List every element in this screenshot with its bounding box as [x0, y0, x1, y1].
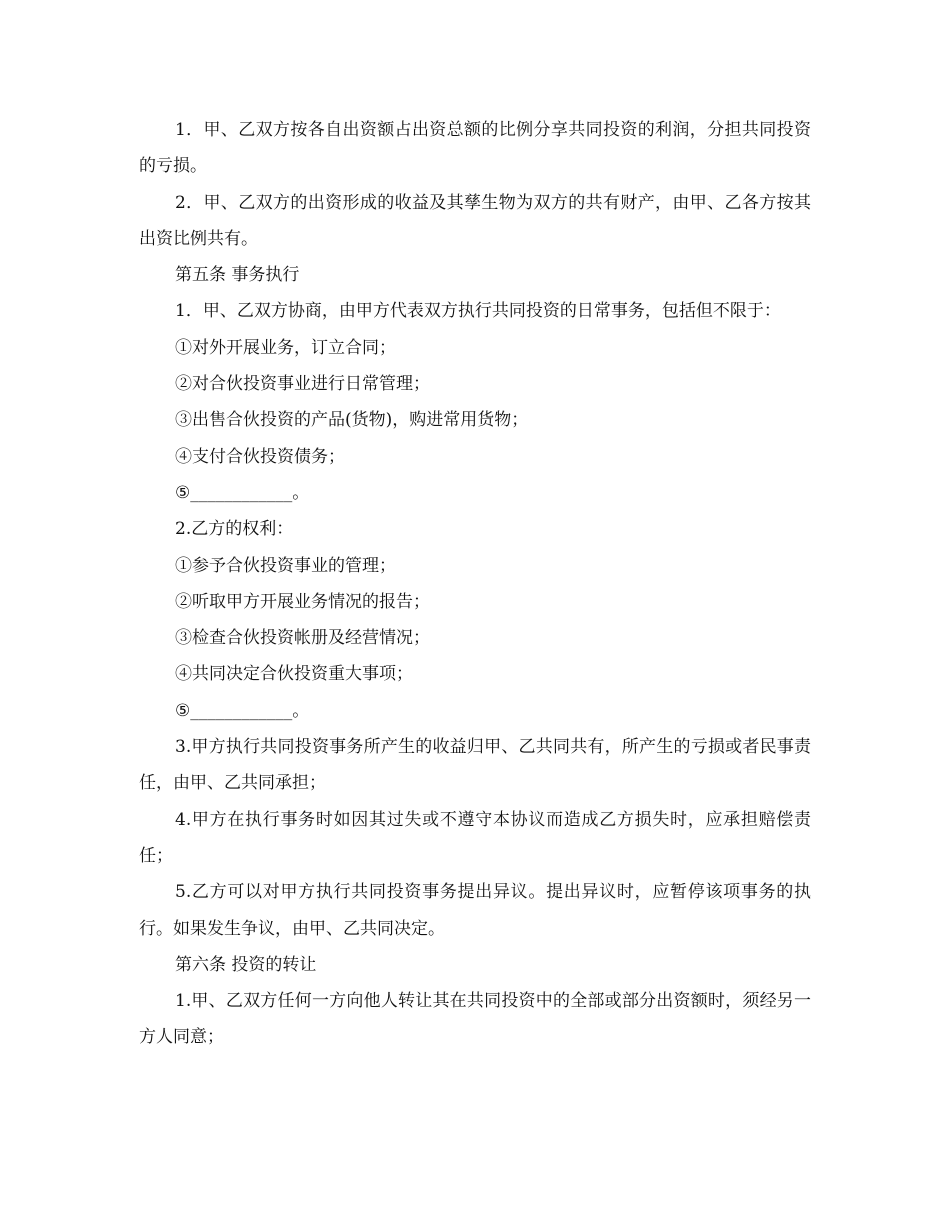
list-item: ②对合伙投资事业进行日常管理；	[175, 374, 430, 395]
list-item: ①参予合伙投资事业的管理；	[175, 555, 396, 576]
list-item: ③出售合伙投资的产品(货物)，购进常用货物；	[175, 410, 529, 431]
paragraph-8: 1.甲、乙双方任何一方向他人转让其在共同投资中的全部或部分出资额时，须经另一方人同意；	[139, 991, 811, 1048]
paragraph-3: 1．甲、乙双方协商，由甲方代表双方执行共同投资的日常事务，包括但不限于：	[175, 301, 781, 322]
list-item-blank: ⑤____________。	[175, 482, 310, 503]
document-body	[139, 112, 811, 1056]
list-item: ②听取甲方开展业务情况的报告；	[175, 591, 430, 612]
paragraph-2: 2．甲、乙双方的出资形成的收益及其孳生物为双方的共有财产，由甲、乙各方按其出资比例共有。	[139, 192, 811, 249]
section-heading-article-6: 第六条 投资的转让	[175, 954, 317, 975]
list-item: ④共同决定合伙投资重大事项；	[175, 664, 413, 685]
list-item-blank: ⑤____________。	[175, 700, 310, 721]
paragraph-6: 4.甲方在执行事务时如因其过失或不遵守本协议而造成乙方损失时，应承担赔偿责任；	[139, 809, 811, 866]
paragraph-1: 1．甲、乙双方按各自出资额占出资总额的比例分享共同投资的利润，分担共同投资的亏损。	[139, 120, 811, 177]
paragraph-5: 3.甲方执行共同投资事务所产生的收益归甲、乙共同共有，所产生的亏损或者民事责任，由甲、乙共同承担；	[139, 737, 811, 794]
list-item: ①对外开展业务，订立合同；	[175, 337, 396, 358]
section-heading-article-5: 第五条 事务执行	[175, 265, 300, 286]
paragraph-4: 2.乙方的权利：	[175, 519, 294, 540]
list-item: ④支付合伙投资债务；	[175, 446, 345, 467]
paragraph-7: 5.乙方可以对甲方执行共同投资事务提出异议。提出异议时，应暂停该项事务的执行。如果发生争议，由甲、乙共同决定。	[139, 882, 811, 939]
list-item: ③检查合伙投资帐册及经营情况；	[175, 628, 430, 649]
